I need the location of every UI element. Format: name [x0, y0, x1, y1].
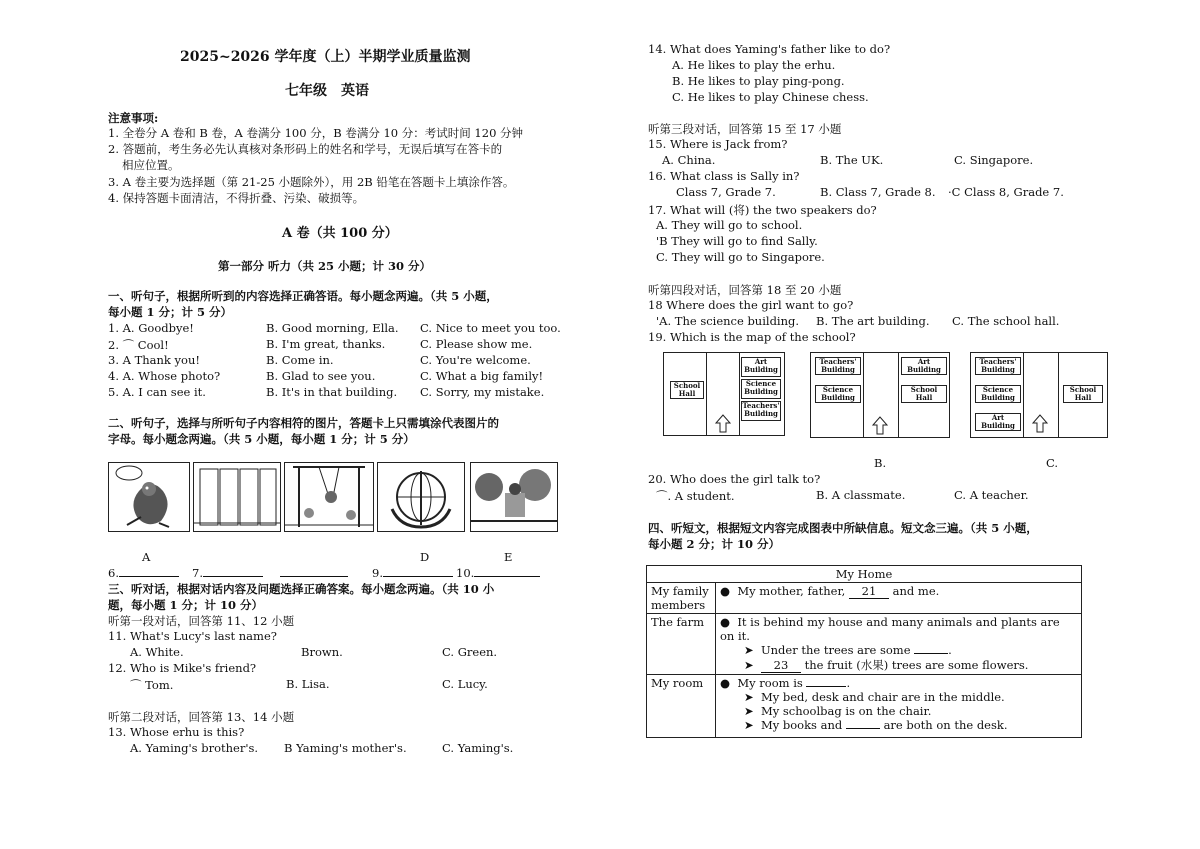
teachers-building-box: Teachers' Building — [815, 357, 861, 375]
swing-icon — [285, 463, 373, 531]
science-building-box: Science Building — [741, 379, 781, 399]
my-home-table — [646, 565, 1082, 738]
table-cell: ● My mother, father, 21 and me. — [716, 583, 1082, 614]
picture-a — [108, 462, 190, 532]
art-building-box: Art Building — [975, 413, 1021, 431]
dialog-heading: 听第四段对话，回答第 18 至 20 小题 — [648, 283, 842, 297]
option-b: B. Class 7, Grade 8. — [820, 185, 936, 199]
option-c: C. You're welcome. — [420, 353, 531, 367]
section4-instruction: 四、听短文，根据短文内容完成图表中所缺信息。短文念三遍。（共 5 小题， — [648, 521, 1038, 535]
option-c: C. Green. — [442, 645, 498, 659]
science-building-box: Science Building — [815, 385, 861, 403]
map-label: C. — [1046, 456, 1059, 470]
option-a: 1. A. Goodbye! — [108, 321, 194, 335]
picture-e — [470, 462, 558, 532]
option-b: B Yaming's mother's. — [284, 741, 407, 755]
option-c: C. Nice to meet you too. — [420, 321, 561, 335]
park-icon — [471, 463, 557, 531]
q2-instruction: 字母。每小题念两遍。（共 5 小题，每小题 1 分；计 5 分） — [108, 432, 415, 446]
answer-blank-7: 7. — [192, 566, 263, 580]
option-c: C. Sorry, my mistake. — [420, 385, 545, 399]
picture-letter: D — [420, 550, 430, 564]
school-hall-box: School Hall — [670, 381, 704, 399]
option-c: C. Please show me. — [420, 337, 533, 351]
option-b: B. The art building. — [816, 314, 930, 328]
picture-d — [377, 462, 465, 532]
question-17: 17. What will (将) the two speakers do? — [648, 203, 877, 217]
option-a: ⌒. A student. — [656, 489, 735, 503]
option-c: C. Singapore. — [954, 153, 1034, 167]
option-b: B. Glad to see you. — [266, 369, 376, 383]
school-hall-box: School Hall — [901, 385, 947, 403]
option-a: A. Yaming's brother's. — [130, 741, 259, 755]
answer-blank-8 — [280, 566, 348, 580]
option-a: ⌒ Tom. — [130, 678, 174, 692]
map-a — [663, 352, 785, 436]
option-a: A. China. — [662, 153, 716, 167]
question-12: 12. Who is Mike's friend? — [108, 661, 257, 675]
option-c: C. What a big family! — [420, 369, 544, 383]
note-item: 3. A 卷主要为选择题（第 21-25 小题除外），用 2B 铅笔在答题卡上填涂作答。 — [108, 175, 515, 189]
question-11: 11. What's Lucy's last name? — [108, 629, 277, 643]
q1-instruction: 一、听句子，根据所听到的内容选择正确答语。每小题念两遍。（共 5 小题， — [108, 289, 498, 303]
picture-c — [284, 462, 374, 532]
table-title: My Home — [647, 566, 1082, 583]
option-c: C. They will go to Singapore. — [656, 250, 825, 264]
option-a: A. White. — [130, 645, 184, 659]
answer-blank-21[interactable]: 21 — [849, 584, 889, 599]
option-c: C. Yaming's. — [442, 741, 514, 755]
option-a: A. He likes to play the erhu. — [672, 58, 836, 72]
option-b: Brown. — [301, 645, 343, 659]
option-b: B. It's in that building. — [266, 385, 398, 399]
option-a: 'A. The science building. — [656, 314, 800, 328]
option-b: B. The UK. — [820, 153, 884, 167]
q1-instruction: 每小题 1 分；计 5 分） — [108, 305, 233, 319]
table-cell: ● It is behind my house and many animals and plants are on it. ➤ Under the trees are some . ➤ 23 the fruit (水果) trees are some flowers. — [716, 614, 1082, 675]
art-building-box: Art Building — [901, 357, 947, 375]
option-c: ·C Class 8, Grade 7. — [948, 185, 1064, 199]
dialog-heading: 听第一段对话，回答第 11、12 小题 — [108, 614, 295, 628]
notes-heading: 注意事项: — [108, 111, 159, 125]
picture-letter: A — [142, 550, 151, 564]
row-label: My room — [647, 675, 716, 738]
table-cell: ● My room is . ➤ My bed, desk and chair are in the middle. ➤ My schoolbag is on the chair. ➤ My books and are both on the desk. — [716, 675, 1082, 738]
q3-instruction: 三、听对话，根据对话内容及问题选择正确答案。每小题念两遍。（共 10 小 — [108, 582, 495, 596]
option-b: B. Come in. — [266, 353, 334, 367]
section1-heading: 第一部分 听力（共 25 小题；计 30 分） — [218, 259, 432, 273]
option-a: 4. A. Whose photo? — [108, 369, 221, 383]
section4-instruction: 每小题 2 分；计 10 分） — [648, 537, 781, 551]
row-label: My family members — [647, 583, 716, 614]
question-19: 19. Which is the map of the school? — [648, 330, 856, 344]
row-label: The farm — [647, 614, 716, 675]
option-a: A. They will go to school. — [656, 218, 803, 232]
q2-instruction: 二、听句子，选择与所听句子内容相符的图片，答题卡上只需填涂代表图片的 — [108, 416, 499, 430]
dialog-heading: 听第三段对话，回答第 15 至 17 小题 — [648, 122, 842, 136]
science-building-box: Science Building — [975, 385, 1021, 403]
option-a: 2. ⌒ Cool! — [108, 338, 169, 352]
lockers-icon — [194, 463, 280, 531]
option-c: C. The school hall. — [952, 314, 1060, 328]
picture-letter: E — [504, 550, 513, 564]
option-b: B. Lisa. — [286, 677, 330, 691]
question-16: 16. What class is Sally in? — [648, 169, 800, 183]
answer-blank-23[interactable]: 23 — [761, 658, 801, 673]
note-item: 相应位置。 — [122, 158, 180, 172]
art-building-box: Art Building — [741, 357, 781, 377]
option-b: 'B They will go to find Sally. — [656, 234, 818, 248]
option-c: C. He likes to play Chinese chess. — [672, 90, 869, 104]
option-b: B. I'm great, thanks. — [266, 337, 386, 351]
q3-instruction: 题，每小题 1 分；计 10 分） — [108, 598, 264, 612]
answer-blank-6: 6. — [108, 566, 179, 580]
page-title: 2025~2026 学年度（上）半期学业质量监测 — [180, 49, 471, 65]
option-c: C. A teacher. — [954, 488, 1029, 502]
globe-emblem-icon — [378, 463, 464, 531]
page-subtitle: 七年级 英语 — [285, 83, 369, 99]
question-20: 20. Who does the girl talk to? — [648, 472, 821, 486]
question-15: 15. Where is Jack from? — [648, 137, 788, 151]
school-hall-box: School Hall — [1063, 385, 1103, 403]
option-a: 5. A. I can see it. — [108, 385, 206, 399]
option-a: 3. A Thank you! — [108, 353, 200, 367]
note-item: 4. 保持答题卡面清洁，不得折叠、污染、破损等。 — [108, 191, 365, 205]
teachers-building-box: Teachers' Building — [741, 401, 781, 421]
question-13: 13. Whose erhu is this? — [108, 725, 245, 739]
note-item: 1. 全卷分 A 卷和 B 卷，A 卷满分 100 分，B 卷满分 10 分：考试时间 120 分钟 — [108, 126, 524, 140]
teachers-building-box: Teachers' Building — [975, 357, 1021, 375]
arrow-up-icon — [871, 415, 889, 435]
answer-blank-24[interactable] — [806, 686, 846, 687]
question-18: 18 Where does the girl want to go? — [648, 298, 854, 312]
part-a-heading: A 卷（共 100 分） — [282, 226, 398, 241]
answer-blank-9: 9. — [372, 566, 453, 580]
option-b: B. He likes to play ping-pong. — [672, 74, 845, 88]
option-a: Class 7, Grade 7. — [676, 185, 776, 199]
answer-blank-10: 10. — [456, 566, 540, 580]
option-b: B. Good morning, Ella. — [266, 321, 399, 335]
answer-blank-25[interactable] — [846, 728, 880, 729]
option-c: C. Lucy. — [442, 677, 488, 691]
map-c — [970, 352, 1108, 438]
picture-b — [193, 462, 281, 532]
bird-icon — [109, 463, 189, 531]
option-b: B. A classmate. — [816, 488, 906, 502]
arrow-up-icon — [1031, 413, 1049, 433]
map-b — [810, 352, 950, 438]
arrow-up-icon — [714, 413, 732, 433]
question-14: 14. What does Yaming's father like to do? — [648, 42, 891, 56]
dialog-heading: 听第二段对话，回答第 13、14 小题 — [108, 710, 295, 724]
map-label: B. — [874, 456, 887, 470]
note-item: 2. 答题前，考生务必先认真核对条形码上的姓名和学号，无误后填写在答卡的 — [108, 142, 503, 156]
answer-blank-22[interactable] — [914, 653, 948, 654]
